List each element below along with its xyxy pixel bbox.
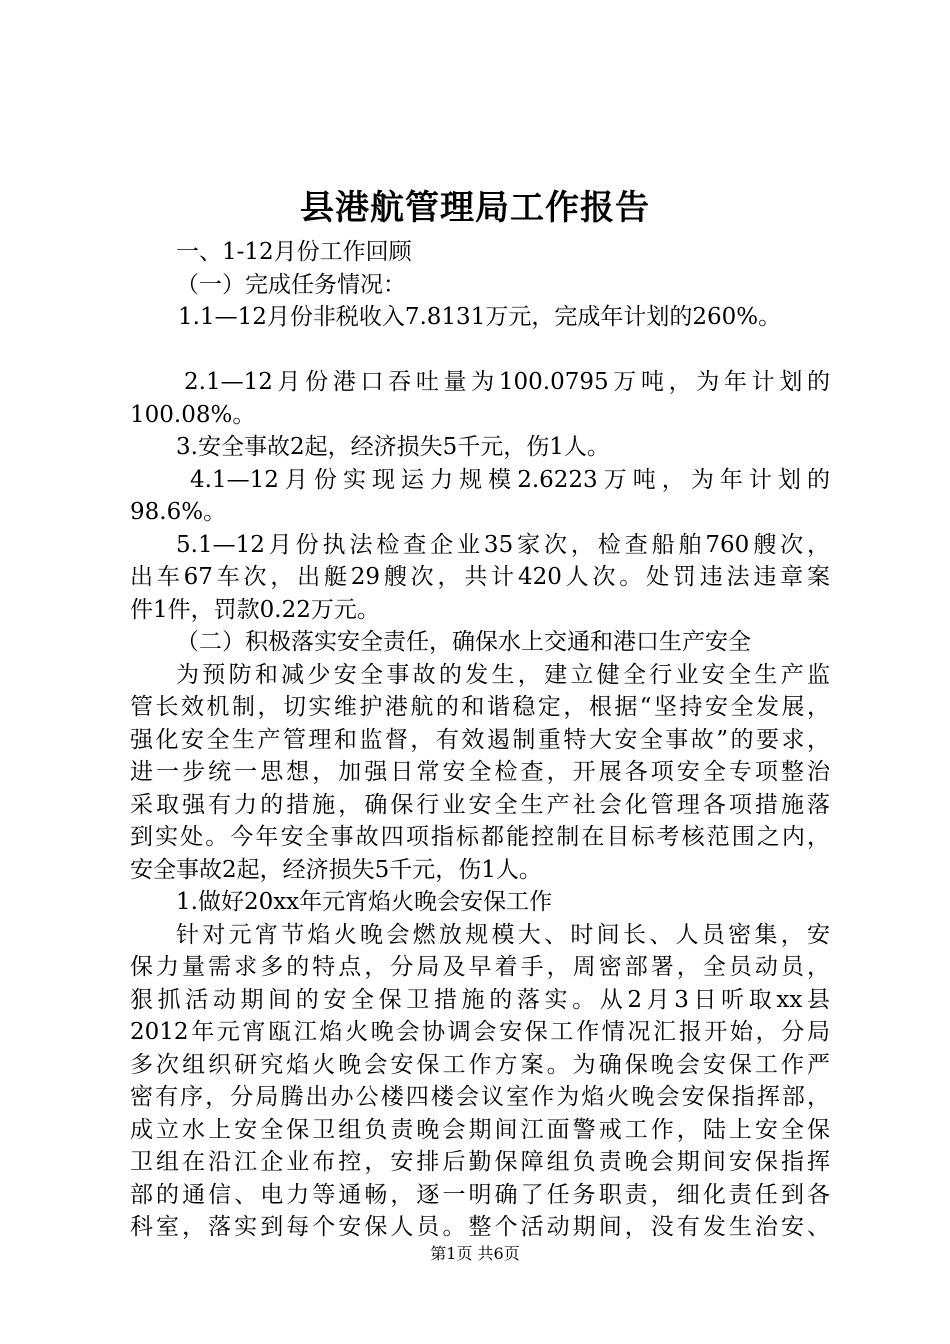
paragraph-line: 多次组织研究焰火晚会安保工作方案。为确保晚会安保工作严 xyxy=(130,1051,830,1078)
paragraph-line: 4.1—12月份实现运力规模2.6223万吨，为年计划的 xyxy=(190,466,830,493)
paragraph-line: 件1件，罚款0.22万元。 xyxy=(130,596,380,623)
paragraph-line: 2012年元宵瓯江焰火晚会协调会安保工作情况汇报开始，分局 xyxy=(130,1019,830,1045)
paragraph-line: 安全事故2起，经济损失5千元，伤1人。 xyxy=(130,856,542,883)
paragraph-line: 98.6%。 xyxy=(130,499,227,525)
paragraph-line: 100.08%。 xyxy=(130,401,256,428)
paragraph-line: 为预防和减少安全事故的发生，建立健全行业安全生产监 xyxy=(176,661,830,688)
section-heading: 一、1-12月份工作回顾 xyxy=(176,239,412,265)
paragraph-line: 到实处。今年安全事故四项指标都能控制在目标考核范围之内， xyxy=(130,824,830,850)
paragraph-line: 密有序，分局腾出办公楼四楼会议室作为焰火晚会安保指挥部， xyxy=(130,1084,830,1110)
paragraph-line: 进一步统一思想，加强日常安全检查，开展各项安全专项整治 xyxy=(130,759,830,785)
paragraph-line: 成立水上安全保卫组负责晚会期间江面警戒工作，陆上安全保 xyxy=(130,1116,830,1143)
blank-line xyxy=(130,334,830,367)
paragraph-line: 2.1—12月份港口吞吐量为100.0795万吨，为年计划的 xyxy=(184,369,830,395)
paragraph-line: 狠抓活动期间的安全保卫措施的落实。从2月3日听取xx县 xyxy=(130,986,830,1013)
paragraph-line: 1.1—12月份非税收入7.8131万元，完成年计划的260%。 xyxy=(178,304,782,330)
subsection-heading: （一）完成任务情况： xyxy=(176,271,406,298)
page-footer: 第1页 共6页 xyxy=(430,1244,520,1263)
paragraph-line: 针对元宵节焰火晚会燃放规模大、时间长、人员密集，安 xyxy=(176,921,830,948)
paragraph-line: 管长效机制，切实维护港航的和谐稳定，根据“坚持安全发展， xyxy=(130,694,830,720)
document-title: 县港航管理局工作报告 xyxy=(300,188,650,228)
document-body xyxy=(130,236,830,1244)
paragraph-line: 强化安全生产管理和监督，有效遏制重特大安全事故”的要求， xyxy=(130,726,830,753)
paragraph-line: 科室，落实到每个安保人员。整个活动期间，没有发生治安、 xyxy=(130,1214,830,1240)
paragraph-line: 保力量需求多的特点，分局及早着手，周密部署，全员动员， xyxy=(130,954,830,980)
subsection-heading: 1.做好20xx年元宵焰火晚会安保工作 xyxy=(176,889,553,915)
paragraph-line: 5.1—12月份执法检查企业35家次，检查船舶760艘次， xyxy=(176,531,830,558)
subsection-heading: （二）积极落实安全责任，确保水上交通和港口生产安全 xyxy=(176,629,751,655)
paragraph-line: 部的通信、电力等通畅，逐一明确了任务职责，细化责任到各 xyxy=(130,1181,830,1208)
paragraph-line: 采取强有力的措施，确保行业安全生产社会化管理各项措施落 xyxy=(130,791,830,818)
paragraph-line: 出车67车次，出艇29艘次，共计420人次。处罚违法违章案 xyxy=(130,564,830,590)
paragraph-line: 3.安全事故2起，经济损失5千元，伤1人。 xyxy=(176,434,610,460)
paragraph-line: 卫组在沿江企业布控，安排后勤保障组负责晚会期间安保指挥 xyxy=(130,1149,830,1175)
